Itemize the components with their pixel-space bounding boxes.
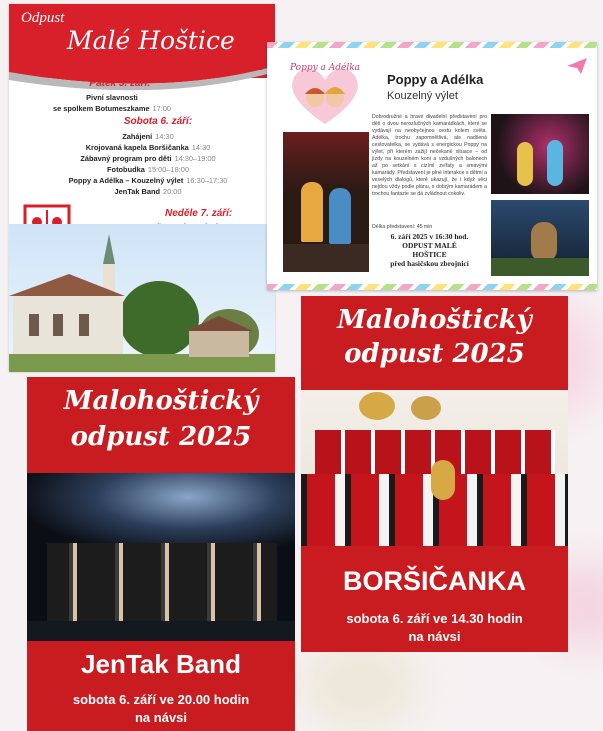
event-name: Poppy a Adélka – Kouzelný výlet [68, 176, 184, 185]
event-time: 14:30 [191, 143, 211, 152]
day-heading: Neděle 7. září: [165, 208, 233, 219]
poster-title: Malé Hoštice [67, 26, 235, 55]
poppy-date-block [372, 232, 487, 268]
band-name: JenTak Band [81, 649, 241, 679]
event-name: Krojovaná kapela Boršičanka [85, 143, 189, 152]
day-heading: Pátek 5. září: [89, 78, 151, 89]
poster-dates: 5.–7. 9. 2025 [186, 58, 265, 74]
poppy-duration: Délka představení: 45 min [372, 224, 433, 230]
event-time: 17:00 [152, 104, 172, 113]
poppy-logo-text: Poppy a Adélka [289, 63, 361, 73]
poppy-date-line: ODPUST MALÉ [402, 241, 457, 250]
poppy-logo [285, 58, 365, 128]
event-name: Fotobudka [107, 165, 145, 174]
poppy-description: Dobrodružné a hravé divadelní představení pro děti o dvou nerozlučných kamarádkách, které se vydávají na neobyčejnou cestu kolem světa. Adélka, trochu zapomnětlivá, ale nadšená cestovatelka, se vydává s energickou Poppy na výlet, při kterém zažijí nečekané situace – od jízdy na kouzelném koni a vzdušných balonech až po setkání s cizími zvířaty a smavými kamarády. Představení je plné interakce s dětmi a veselých dialogů, které ukazují, že i když věci nejdou vždy podle plánu, s dobrým kamarádem a trochou fantazie se dá zvládnout cokoliv. [372, 114, 487, 197]
schedule-friday [9, 78, 253, 89]
jentak-card [27, 377, 295, 731]
band-time: sobota 6. září ve 14.30 hodin [346, 611, 523, 626]
event-time: 14:30 [155, 132, 174, 141]
band-place: na návsi [134, 710, 188, 725]
event-time: 16:30–17:30 [186, 176, 228, 185]
day-heading: Sobota 6. září: [123, 116, 193, 127]
event-time: 15:00–18:00 [147, 165, 189, 174]
poppy-date-line: HOŠTICE [412, 250, 447, 259]
schedule-saturday [25, 116, 275, 127]
stripe-top [267, 42, 597, 48]
schedule-friday-events [9, 92, 245, 114]
band-name: BORŠIČANKA [342, 566, 526, 596]
event-name: Zábavný program pro děti [80, 154, 172, 163]
poppy-event-card [267, 42, 597, 290]
poppy-subtitle: Kouzelný výlet [387, 90, 458, 102]
poster-label: Odpust [21, 10, 65, 26]
poppy-title: Poppy a Adélka [387, 72, 484, 87]
background-flower [300, 640, 420, 730]
card-heading-line2: odpust 2025 [344, 339, 525, 369]
card-heading-line1: Malohoštický [337, 305, 532, 335]
borsicanka-card [301, 296, 568, 652]
event-name: Pivní slavnosti [86, 93, 138, 102]
band-time: sobota 6. září ve 20.00 hodin [72, 692, 250, 707]
show-photo [283, 132, 369, 272]
show-photo [491, 114, 589, 194]
event-name: se spolkem Botumeszkame [52, 104, 150, 113]
event-poster [9, 4, 275, 372]
paper-plane-icon [567, 58, 587, 74]
event-time: 14:30–19:00 [174, 154, 216, 163]
event-time: 20:00 [162, 187, 182, 196]
event-name: Zahájení [122, 132, 153, 141]
poppy-date-line: 6. září 2025 v 16:30 hod. [390, 232, 469, 241]
show-photo [491, 200, 589, 276]
stripe-bottom [267, 284, 597, 290]
poppy-date-line: před hasičskou zbrojnicí [390, 259, 469, 268]
schedule-saturday-events [15, 131, 275, 197]
schedule-sunday [165, 208, 275, 219]
jentak-band-photo [27, 473, 295, 641]
band-place: na návsi [408, 629, 461, 644]
card-heading-line1: Malohoštický [63, 386, 259, 416]
church-photo [9, 224, 275, 372]
event-name: JenTak Band [114, 187, 160, 196]
card-heading-line2: odpust 2025 [70, 422, 252, 452]
borsicanka-band-photo [301, 390, 568, 546]
